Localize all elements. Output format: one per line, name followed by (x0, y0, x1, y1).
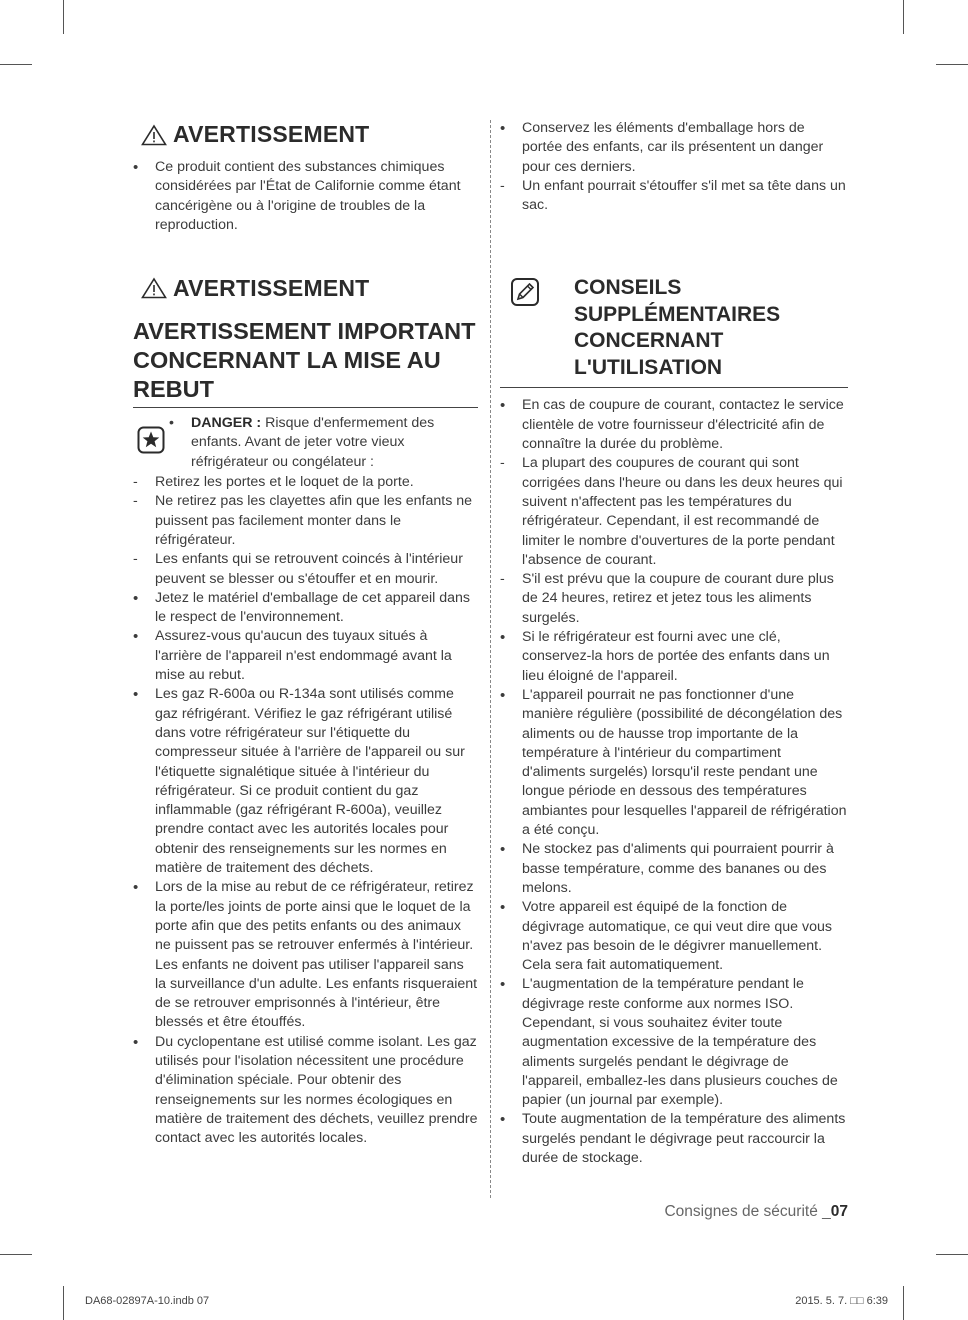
warning-triangle-icon (141, 124, 167, 146)
list-item (133, 550, 478, 589)
note-pencil-icon (510, 277, 540, 307)
dash-marker (133, 473, 149, 492)
bullet-marker (500, 119, 516, 139)
warning-heading: AVERTISSEMENT (141, 124, 478, 146)
bullet-marker (500, 628, 516, 648)
star-icon (137, 426, 165, 454)
list-item-text: Votre appareil est équipé de la fonction de dégivrage automatique, ce qui veut dire que vous n'avez pas besoin de le dégivrer manuellement. Cela sera fait automatiquement. (522, 899, 832, 974)
list-item (500, 177, 848, 216)
dash-marker (500, 570, 516, 589)
disposal-list (133, 473, 478, 1148)
imprint-date: 2015. 5. 7. □□ 6:39 (795, 1295, 888, 1307)
crop-mark (903, 0, 904, 34)
section-title: AVERTISSEMENT IMPORTANT CONCERNANT LA MISE AU REBUT (133, 317, 478, 408)
bullet-marker (133, 589, 149, 609)
list-item (500, 454, 848, 570)
list-item-text: Si le réfrigérateur est fourni avec une clé, conservez-la hors de portée des enfants dans un lieu éloigné de l'appareil. (522, 629, 830, 684)
column-divider (490, 120, 491, 1198)
bullet-marker (133, 627, 149, 647)
bullet-marker (500, 396, 516, 416)
list-item (133, 492, 478, 550)
left-column (133, 121, 478, 1148)
conseils-header (500, 275, 848, 388)
list-item-text: L'augmentation de la température pendant le dégivrage reste conforme aux normes ISO. Cependant, si vous souhaitez éviter toute augmentation excessive de la température des aliments surgelés pendant le dégivrage de l'appareil, emballez-les dans plusieurs couches de papier (un journal par exemple). (522, 976, 838, 1109)
warning-list (133, 158, 478, 235)
dash-marker (133, 550, 149, 569)
list-item-text: S'il est prévu que la coupure de courant dure plus de 24 heures, retirez et jetez tous les aliments surgelés. (522, 571, 834, 626)
list-item (500, 119, 848, 177)
list-item-text: Du cyclopentane est utilisé comme isolant. Les gaz utilisés pour l'isolation nécessitent une procédure d'élimination spéciale. Pour obtenir des renseignements sur les normes écologiques en matière de traitement des déchets, veuillez prendre contact avec les autorités locales. (155, 1033, 478, 1147)
list-item (500, 396, 848, 454)
list-item (500, 898, 848, 975)
list-item-text: Ne stockez pas d'aliments qui pourraient pourrir à basse température, comme des bananes ou des melons. (522, 841, 834, 896)
list-item (133, 627, 478, 685)
list-item-text: Les enfants qui se retrouvent coincés à l'intérieur peuvent se blesser ou s'étouffer et en mourir. (155, 551, 463, 587)
warning-triangle-icon (141, 277, 167, 299)
dash-marker (500, 177, 516, 196)
danger-label: DANGER : (191, 415, 262, 432)
list-item (500, 628, 848, 686)
list-item-text: Ne retirez pas les clayettes afin que les enfants ne puissent pas facilement monter dans le réfrigérateur. (155, 493, 473, 548)
bullet-marker (500, 686, 516, 706)
list-item-text: Les gaz R-600a ou R-134a sont utilisés comme gaz réfrigérant. Vérifiez le gaz réfrigérant utilisé dans votre réfrigérateur sur l'étiquette du compresseur située à l'arrière de l'appareil ou sur l'étiquette signalétique située à l'intérieur du réfrigérateur. Si ce produit contient du gaz inflammable (gaz réfrigérant R-600a), veuillez prendre contact avec les autorités locales pour obtenir des renseignements sur les normes en matière de traitement des déchets. (155, 686, 465, 877)
bullet-marker (500, 840, 516, 860)
imprint-file: DA68-02897A-10.indb 07 (85, 1295, 210, 1307)
right-column (500, 119, 848, 1168)
bullet-marker (133, 685, 149, 705)
list-item (133, 473, 478, 492)
list-item (133, 685, 478, 878)
list-item (500, 840, 848, 898)
list-item (500, 570, 848, 628)
list-item-text: Conservez les éléments d'emballage hors de portée des enfants, car ils présentent un danger pour ces derniers. (522, 120, 824, 175)
bullet-marker (500, 898, 516, 918)
crop-mark (0, 1254, 32, 1255)
list-item-text: Jetez le matériel d'emballage de cet appareil dans le respect de l'environnement. (155, 589, 471, 626)
conseils-list (500, 396, 848, 1168)
list-item-text: En cas de coupure de courant, contactez le service clientèle de votre fournisseur d'électricité afin de connaître la durée du problème. (522, 397, 844, 453)
packaging-list (500, 119, 848, 215)
list-item-text: Lors de la mise au rebut de ce réfrigérateur, retirez la porte/les joints de porte ainsi que le loquet de la porte afin que des petits enfants ou des animaux ne puissent pas se retrouver enfermés à l'intérieur. Les enfants ne doivent pas utiliser l'appareil sans la surveillance d'un adulte. Les enfants risqueraient de se retrouver emprisonnés à l'intérieur, être blessés et être étouffés. (155, 879, 478, 1031)
crop-mark (903, 1286, 904, 1320)
danger-text: DANGER : Risque d'enfermement des enfants. Avant de jeter votre vieux réfrigérateur ou congélateur : (191, 415, 435, 470)
list-item (133, 589, 478, 628)
list-item-text: La plupart des coupures de courant qui sont corrigées dans l'heure ou dans les deux heures qui suivent n'affectent pas les températures du réfrigérateur. Cependant, il est recommandé de limiter le nombre d'ouvertures de la porte pendant l'absence de courant. (522, 455, 843, 568)
list-item-text: Toute augmentation de la température des aliments surgelés pendant le dégivrage peut raccourcir la durée de stockage. (522, 1111, 846, 1167)
list-item-text: Assurez-vous qu'aucun des tuyaux situés à l'arrière de l'appareil n'est endommagé avant la mise au rebut. (155, 628, 452, 684)
bullet-marker (500, 975, 516, 995)
list-item (500, 686, 848, 840)
crop-mark (936, 64, 968, 65)
dash-marker (500, 454, 516, 473)
list-item (133, 878, 478, 1032)
bullet-marker (133, 1033, 149, 1053)
bullet-marker (133, 158, 149, 178)
crop-mark (0, 64, 32, 65)
list-item-text: Retirez les portes et le loquet de la porte. (155, 474, 414, 491)
crop-mark (63, 0, 64, 34)
list-item (133, 1033, 478, 1149)
crop-mark (936, 1254, 968, 1255)
section-name: Consignes de sécurité _ (664, 1203, 831, 1220)
dash-marker (133, 492, 149, 511)
bullet-marker (500, 1110, 516, 1130)
list-item-text: L'appareil pourrait ne pas fonctionner d'une manière régulière (possibilité de décongélation des aliments ou de hausse trop importante de la température à l'intérieur du compartiment d'aliments surgelés) lorsqu'il reste pendant une longue période en dessous des températures ambiantes pour lesquelles l'appareil de réfrigération a été conçu. (522, 686, 847, 839)
conseils-title: CONSEILS SUPPLÉMENTAIRES CONCERNANT L'UTILISATION (574, 276, 781, 379)
list-item (500, 975, 848, 1110)
list-item-text: Un enfant pourrait s'étouffer s'il met sa tête dans un sac. (522, 177, 846, 214)
list-item (133, 158, 478, 235)
bullet-marker: • (169, 415, 174, 432)
list-item-text: Ce produit contient des substances chimiques considérées par l'État de Californie comme étant cancérigène ou à l'origine de troubles de la reproduction. (155, 159, 461, 233)
warning-heading: AVERTISSEMENT (141, 277, 478, 299)
page-number: 07 (830, 1203, 848, 1220)
danger-notice (133, 414, 478, 472)
bullet-marker (133, 878, 149, 898)
list-item (500, 1110, 848, 1168)
crop-mark (63, 1286, 64, 1320)
page-footer (664, 1203, 848, 1221)
